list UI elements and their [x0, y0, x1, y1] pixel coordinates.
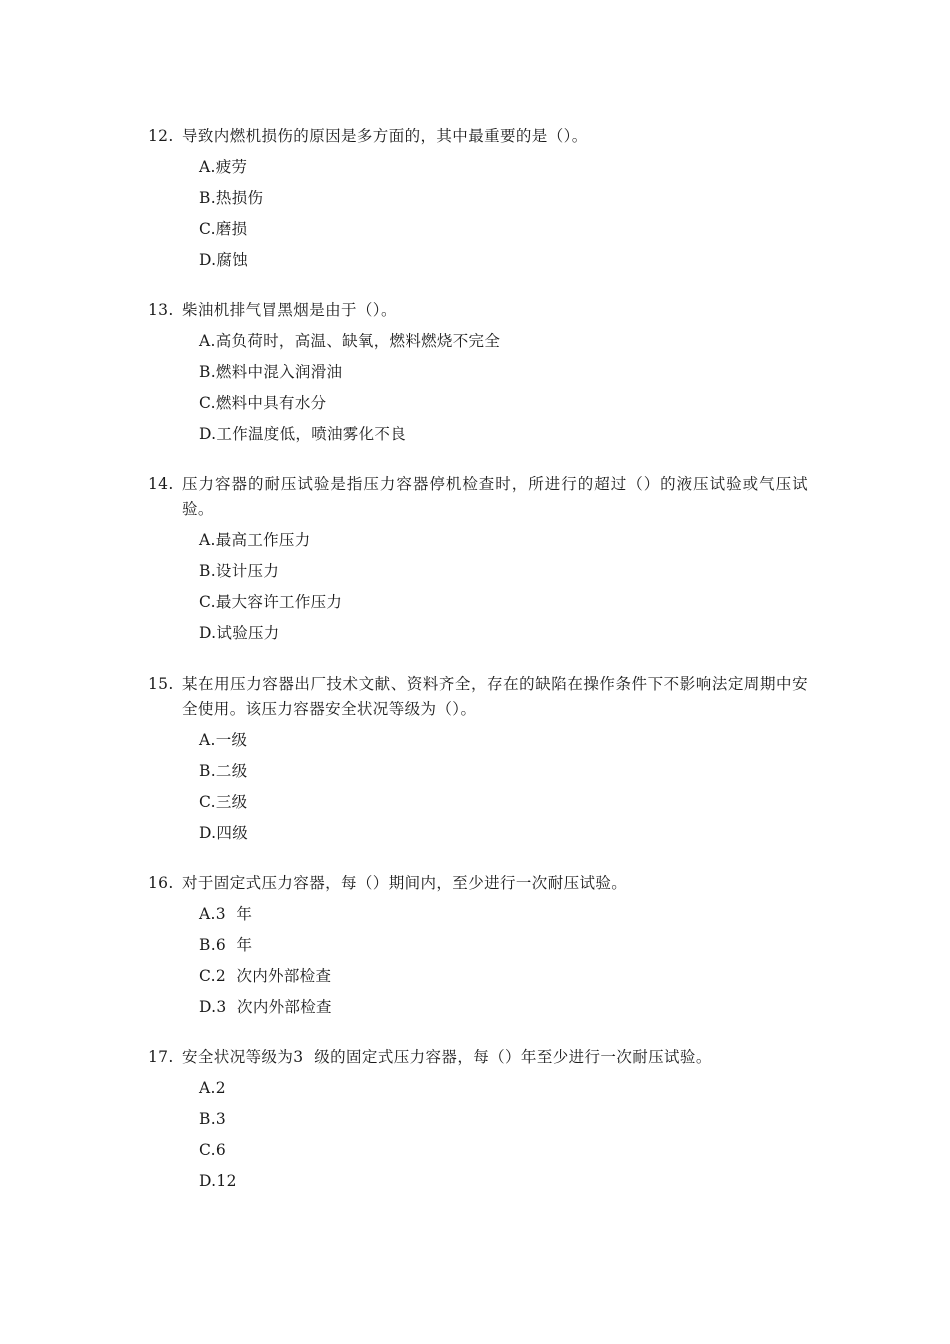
- question-stem: [148, 1045, 808, 1070]
- question-number: 12.: [148, 127, 174, 145]
- question-16: [148, 871, 808, 1026]
- option-c: C.6: [199, 1141, 226, 1159]
- question-text: 对于固定式压力容器，每（）期间内，至少进行一次耐压试验。: [182, 874, 628, 892]
- question-number: 14.: [148, 475, 174, 493]
- option-d: D.12: [199, 1172, 237, 1190]
- option-d: D.工作温度低，喷油雾化不良: [199, 425, 407, 443]
- option-d: D.腐蚀: [199, 251, 249, 269]
- option-list: [148, 728, 808, 852]
- option-b: B.燃料中混入润滑油: [199, 363, 343, 381]
- option-a: A.2: [199, 1079, 226, 1097]
- question-17: [148, 1045, 808, 1200]
- option-list: [148, 528, 808, 652]
- option-b: B.二级: [199, 762, 248, 780]
- question-stem: [148, 472, 808, 522]
- option-a: A.高负荷时，高温、缺氧，燃料燃烧不完全: [199, 332, 501, 350]
- option-list: [148, 902, 808, 1026]
- option-list: [148, 1076, 808, 1200]
- option-a: A.最高工作压力: [199, 531, 311, 549]
- option-c: C.燃料中具有水分: [199, 394, 327, 412]
- question-text: 安全状况等级为3 级的固定式压力容器，每（）年至少进行一次耐压试验。: [182, 1048, 712, 1066]
- question-number: 17.: [148, 1048, 174, 1066]
- question-number: 16.: [148, 874, 174, 892]
- option-list: [148, 155, 808, 279]
- question-number: 13.: [148, 301, 174, 319]
- question-text: 柴油机排气冒黑烟是由于（）。: [182, 301, 397, 319]
- question-stem: [148, 298, 808, 323]
- question-12: [148, 124, 808, 279]
- option-c: C.磨损: [199, 220, 248, 238]
- question-stem: [148, 871, 808, 896]
- option-b: B.设计压力: [199, 562, 280, 580]
- option-b: B.3: [199, 1110, 227, 1128]
- question-15: [148, 672, 808, 852]
- option-a: A.一级: [199, 731, 248, 749]
- question-14: [148, 472, 808, 652]
- option-b: B.6 年: [199, 936, 253, 954]
- option-c: C.2 次内外部检查: [199, 967, 332, 985]
- option-a: A.3 年: [199, 905, 253, 923]
- question-text: 某在用压力容器出厂技术文献、资料齐全，存在的缺陷在操作条件下不影响法定周期中安全使用。该压力容器安全状况等级为（）。: [182, 675, 808, 718]
- question-number: 15.: [148, 675, 174, 693]
- option-c: C.最大容许工作压力: [199, 593, 343, 611]
- option-b: B.热损伤: [199, 189, 264, 207]
- option-c: C.三级: [199, 793, 248, 811]
- option-list: [148, 329, 808, 453]
- option-d: D.四级: [199, 824, 249, 842]
- option-d: D.试验压力: [199, 624, 280, 642]
- option-a: A.疲劳: [199, 158, 248, 176]
- option-d: D.3 次内外部检查: [199, 998, 332, 1016]
- question-text: 导致内燃机损伤的原因是多方面的，其中最重要的是（）。: [182, 127, 588, 145]
- question-stem: [148, 124, 808, 149]
- question-text: 压力容器的耐压试验是指压力容器停机检查时，所进行的超过（）的液压试验或气压试验。: [182, 475, 808, 518]
- question-stem: [148, 672, 808, 722]
- question-13: [148, 298, 808, 453]
